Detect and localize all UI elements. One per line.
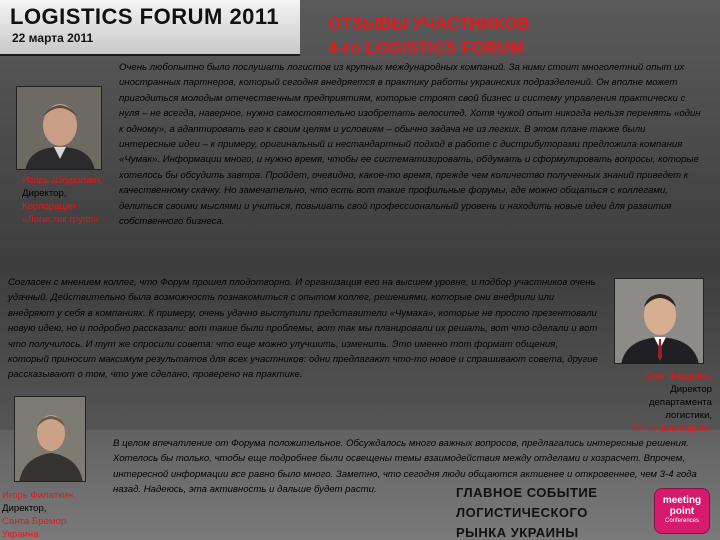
speaker-company: Корпорация [22,201,76,212]
meeting-point-logo [654,488,710,534]
speaker-caption-shkuropat [22,174,102,226]
speaker-caption-feshchenko [600,370,712,435]
speaker-role-line2: департамента [648,397,712,408]
section-title [328,12,530,60]
section-title-line2: 4-го LOGISTICS FORUM [328,38,524,57]
logo-line2: point [669,506,695,517]
speaker-name: Игорь Шкуропат, [22,175,102,186]
main-event-line1: ГЛАВНОЕ СОБЫТИЕ [456,485,598,500]
speaker-company-line2: Украина [2,529,39,540]
speaker-photo-filatkin [14,396,86,482]
event-date: 22 марта 2011 [12,31,94,45]
main-event-slogan [456,483,597,540]
speaker-name: Игорь Филаткин, [2,490,76,501]
testimonial-text-feshchenko: Согласен с мнением коллег, что Форум прошел плодотворно. И организация его на высшем уровне, и подбор участников очень удачный. Действительно была возможность познакомиться с опытом коллег, решениями, которые они внедрили или внедряют у себя в компаниях. К примеру, очень удачно выступили представители «Чумака», которые не просто презентовали новую идею, но и подробно рассказали: вот такие были проблемы, вот так мы планировали их решать, вот что сделали и вот что получилось. И тут же спросили совета: что еще можно улучшить, изменить. Это именно тот формат общения, который приносит максимум результатов для всех участников: одни предлагают что-то новое и спрашивают совета, другие рассказывают о том, что уже сделано, проверено на практике. [8,277,598,381]
speaker-company-line2: «Логистик групп» [22,214,99,225]
speaker-role: Директор, [22,188,67,199]
logo-line1: meeting [662,495,702,506]
speaker-photo-shkuropat [16,86,102,170]
speaker-name: Олег Фещенко, [644,371,712,382]
speaker-role: Директор [670,384,712,395]
event-title: LOGISTICS FORUM 2011 [10,4,280,29]
testimonial-text-shkuropat: Очень любопытно было послушать логистов из крупных международных компаний. За ними стоит многолетний опыт их иностранных партнеров, который сегодня внедряется в практику работы украинских подразделений. Он вполне может пригодиться молодым отечественным предприятиям, которые строят свой бизнес и систему управления практически с нуля – не всегда, наверное, нужно самостоятельно изобретать велосипед. Хотя чужой опыт никогда нельзя перенять «один к одному», а адаптировать его к своим целям и условиям – обычно задача не из легких. В этом плане также были интересные идеи – к примеру, оригинальный и нестандартный подход в работе с дистрибуторами предложила компания «Чумак». Информации много, и нужно время, чтобы ее систематизировать, обдумать и сформулировать вопросы, которые хотелось бы обсудить завтра. Пройдет, очевидно, какое-то время, прежде чем количество полученных знаний приведет к качественному скачку. Но замечательно, что есть вот такие профильные форумы, где можно общаться с коллегами, делиться своими мыслями и учиться, повышать свой профессиональный уровень и находить новые идеи для развития собственного бизнеса. [119,62,701,228]
speaker-photo-feshchenko [614,278,704,364]
event-header [0,0,300,56]
speaker-company: Санта Бремор [2,516,67,527]
speaker-role: Директор, [2,503,47,514]
main-event-line3: РЫНКА УКРАИНЫ [456,525,579,540]
speaker-caption-filatkin [2,489,76,540]
testimonial-text-full: В целом впечатление от Форума положительное. Обсуждалось много важных вопросов, предлагались интересные решения. Хотелось бы только, чтобы еще подробнее были освещены темы взаимодействия между отделами и хозрасчет. Впрочем, интересной информации все равно было много. Заметно, что сегодня люди общаются активнее и откровеннее, чем 3-4 года назад. Надеюсь, эта активность и дальше будет расти. [113,438,697,496]
speaker-role-line3: логистики, [665,410,712,421]
main-event-line2: ЛОГИСТИЧЕСКОГО [456,505,588,520]
section-title-line1: ОТЗЫВЫ УЧАСТНИКОВ [328,14,530,33]
logo-sub: Conferences [664,518,700,524]
speaker-company: ГК «Рідна марка» [633,423,712,434]
testimonial-text-filatkin [113,436,713,498]
